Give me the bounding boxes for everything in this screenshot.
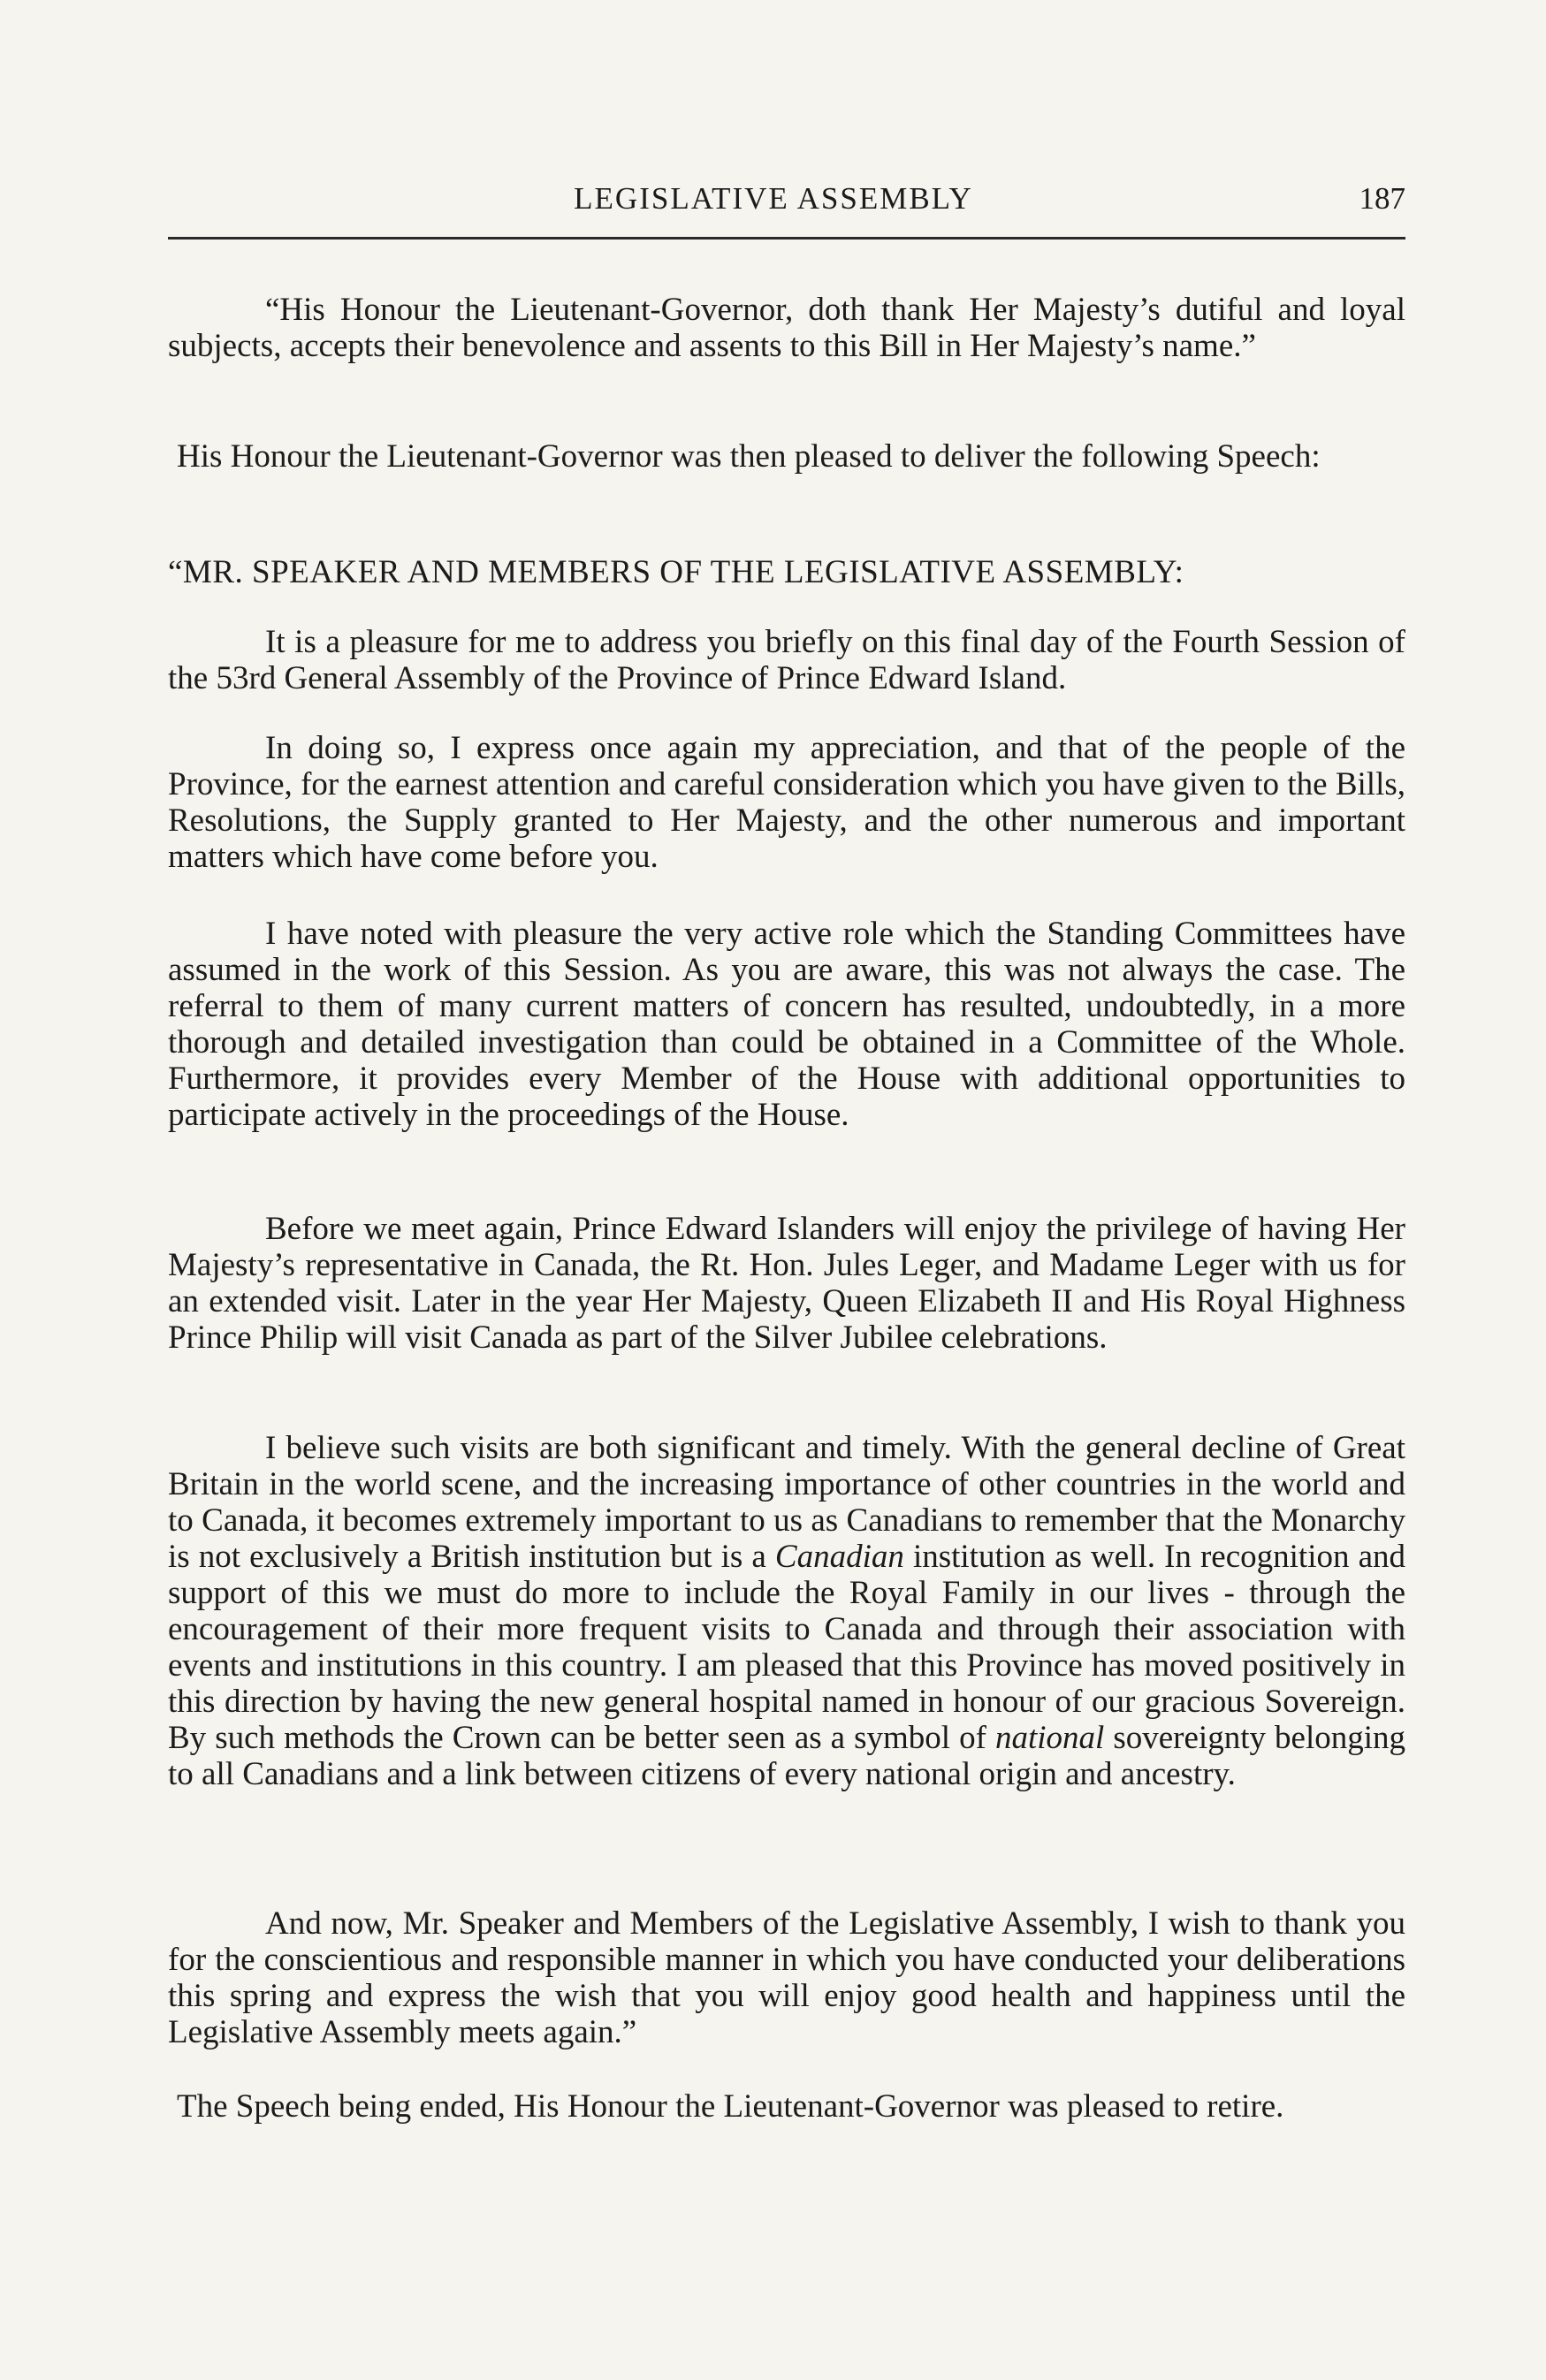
speech-paragraph-5-text-c: sovereignty belonging to all Canadians and a link between citizens of every national origin and ancestry.: [168, 1720, 1405, 1792]
speech-paragraph-6: And now, Mr. Speaker and Members of the Legislative Assembly, I wish to thank you for the conscientious and responsible manner in which you have conducted your deliberations this spring and express the wish that you will enjoy good health and happiness until the Legislative Assembly meets again.”: [168, 1905, 1405, 2050]
closing-statement: The Speech being ended, His Honour the Lieutenant-Governor was pleased to retire.: [177, 2088, 1284, 2125]
speech-paragraph-1: It is a pleasure for me to address you briefly on this final day of the Fourth Session of the 53rd General Assembly of the Province of Prince Edward Island.: [168, 624, 1405, 696]
speech-paragraph-2: In doing so, I express once again my appreciation, and that of the people of the Province, for the earnest attention and careful consideration which you have given to the Bills, Resolutions, the Supply granted to Her Majesty, and the other numerous and important matters which have come before you.: [168, 730, 1405, 875]
speech-paragraph-5-text-a: I believe such visits are both significant and timely. With the general decline of Great Britain in the world scene, and the increasing importance of other countries in the world and to Canada, it becomes extremely important to us as Canadians to remember that the Monarchy is not exclusively a British institution but is a: [168, 1430, 1405, 1575]
header-title: LEGISLATIVE ASSEMBLY: [574, 181, 973, 216]
speech-salutation: “MR. SPEAKER AND MEMBERS OF THE LEGISLATIVE ASSEMBLY:: [168, 554, 1184, 590]
emphasis-canadian: Canadian: [774, 1539, 904, 1575]
speech-paragraph-5-text-b: institution as well. In recognition and support of this we must do more to include the Royal Family in our lives - through the encouragement of their more frequent visits to Canada and through their association with events and institutions in this country. I am pleased that this Province has moved positively in this direction by having the new general hospital named in honour of our gracious Sovereign. By such methods the Crown can be better seen as a symbol of: [168, 1539, 1405, 1756]
speech-paragraph-3: I have noted with pleasure the very active role which the Standing Committees have assumed in the work of this Session. As you are aware, this was not always the case. The referral to them of many current matters of concern has resulted, undoubtedly, in a more thorough and detailed investigation than could be obtained in a Committee of the Whole. Furthermore, it provides every Member of the House with additional opportunities to participate actively in the proceedings of the House.: [168, 916, 1405, 1133]
assent-quote: “His Honour the Lieutenant-Governor, doth thank Her Majesty’s dutiful and loyal subjects, accepts their benevolence and assents to this Bill in Her Majesty’s name.”: [168, 292, 1405, 364]
running-header: [168, 177, 1405, 230]
page-number: 187: [1359, 181, 1405, 216]
speech-paragraph-4: Before we meet again, Prince Edward Islanders will enjoy the privilege of having Her Majesty’s representative in Canada, the Rt. Hon. Jules Leger, and Madame Leger with us for an extended visit. Later in the year Her Majesty, Queen Elizabeth II and His Royal Highness Prince Philip will visit Canada as part of the Silver Jubilee celebrations.: [168, 1211, 1405, 1356]
header-rule: [168, 237, 1405, 240]
speech-paragraph-5: [168, 1430, 1405, 1792]
emphasis-national: national: [994, 1720, 1105, 1756]
speech-intro: His Honour the Lieutenant-Governor was then pleased to deliver the following Speech:: [177, 438, 1321, 475]
